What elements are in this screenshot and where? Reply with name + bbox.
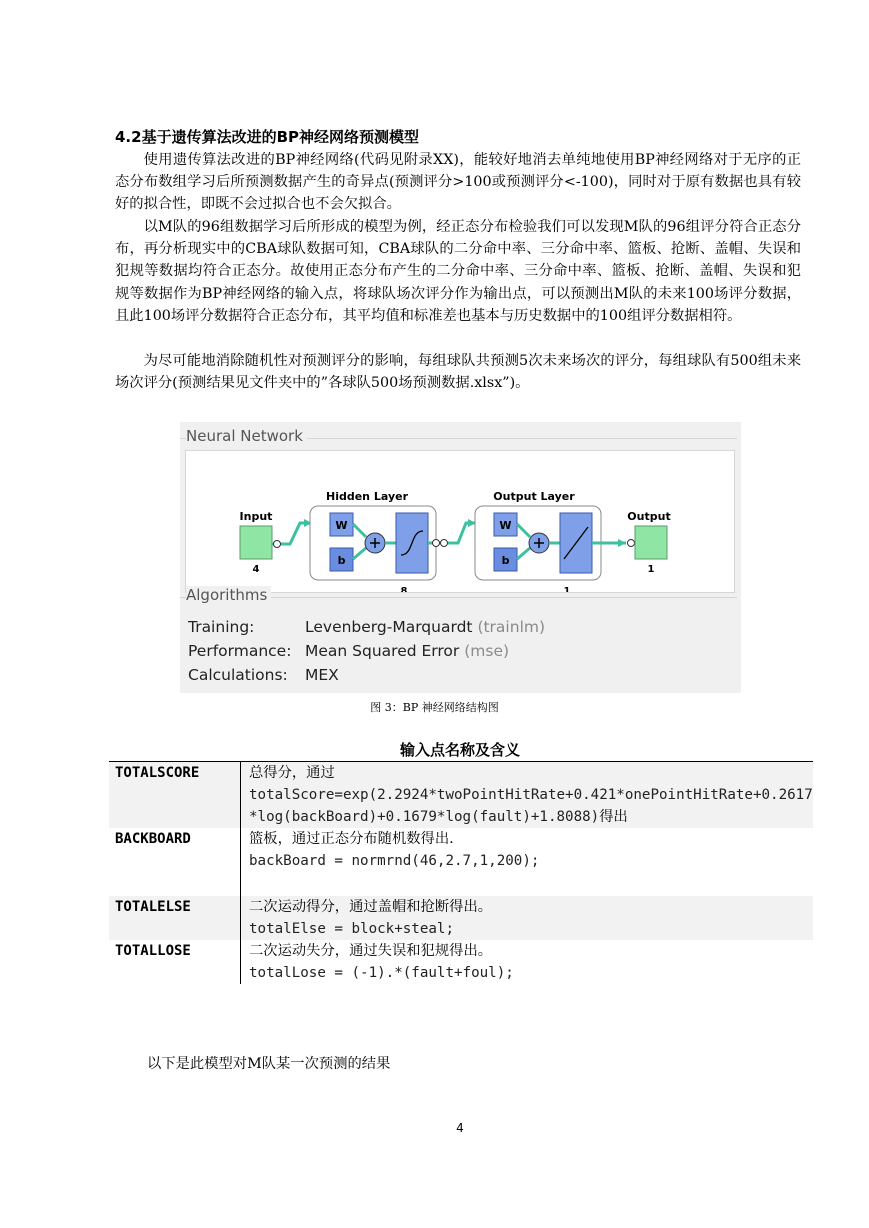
row-desc-text: 篮板，通过正态分布随机数得出.	[249, 831, 454, 847]
row-code: totalLose = (-1).*(fault+foul);	[249, 965, 514, 981]
row-code-wrap	[249, 784, 813, 828]
paragraph-2: 以M队的96组数据学习后所形成的模型为例，经正态分布检验我们可以发现M队的96组评分符合正态分布，再分析现实中的CBA球队数据可知，CBA球队的二分命中率、三分命中率、篮板、抢断、盖帽、失误和犯规等数据均符合正态分。故使用正态分布产生的二分命中率、三分命中率、篮板、抢断、盖帽、失误和犯规等数据作为BP神经网络的输入点，将球队场次评分作为输出点，可以预测出M队的未来100场评分数据，且此100场评分数据符合正态分布，其平均值和标准差也基本与历史数据中的100组评分数据相符。	[115, 219, 801, 324]
row-code: totalScore=exp(2.2924*twoPointHitRate+0.421*onePointHitRate+0.2617*log(backBoard)+0.1679*log(fault)+1.8088)	[249, 787, 813, 825]
paragraph-3: 为尽可能地消除随机性对预测评分的影响，每组球队共预测5次未来场次的评分，每组球队有500组未来场次评分(预测结果见文件夹中的”各球队500场预测数据.xlsx”)。	[115, 353, 801, 392]
hidden-connector	[448, 523, 476, 543]
hidden-size: 8	[400, 586, 408, 592]
nn-figure	[180, 422, 741, 693]
row-name: BACKBOARD	[109, 828, 241, 896]
algo-key: Training:	[188, 618, 255, 636]
algo-value: Mean Squared Error	[305, 642, 460, 660]
section-title: 4.2基于遗传算法改进的BP神经网络预测模型	[115, 128, 420, 146]
figure-caption: 图 3：BP 神经网络结构图	[370, 701, 499, 714]
output-size: 1	[647, 564, 655, 575]
nn-diagram	[186, 451, 734, 592]
output-layer-size: 1	[563, 586, 571, 592]
output-node	[628, 540, 635, 547]
output-b-label: b	[501, 554, 510, 567]
algo-row-calculations	[188, 666, 339, 684]
output-label: Output	[627, 510, 671, 523]
row-desc-text: 总得分，通过	[249, 765, 335, 781]
output-arrow	[618, 539, 626, 547]
nn-group-title: Neural Network	[186, 427, 307, 445]
row-name: TOTALLOSE	[109, 940, 241, 984]
row-name: TOTALELSE	[109, 896, 241, 940]
algo-paren: (trainlm)	[477, 618, 546, 636]
hidden-w-label: W	[335, 519, 348, 532]
row-desc	[241, 762, 814, 829]
algo-row-training	[188, 618, 545, 636]
algo-row-performance	[188, 642, 509, 660]
algo-key: Performance:	[188, 642, 292, 660]
input-table	[109, 761, 813, 984]
row-desc	[241, 828, 814, 896]
row-code-tail: 得出	[599, 809, 628, 825]
input-node	[274, 541, 281, 548]
page-number: 4	[456, 1121, 464, 1135]
nn-diagram-panel	[185, 450, 735, 593]
table-row	[109, 896, 813, 940]
algo-value: MEX	[305, 666, 339, 684]
algo-value: Levenberg-Marquardt	[305, 618, 473, 636]
table-row	[109, 762, 813, 829]
row-desc	[241, 896, 814, 940]
input-size: 4	[252, 564, 260, 575]
row-desc	[241, 940, 814, 984]
algo-paren: (mse)	[464, 642, 510, 660]
table-title: 输入点名称及含义	[399, 741, 520, 759]
output-w-label: W	[499, 519, 512, 532]
input-label: Input	[239, 510, 273, 523]
table-row	[109, 828, 813, 896]
algo-group-title: Algorithms	[186, 586, 271, 604]
row-desc-text: 二次运动得分，通过盖帽和抢断得出。	[249, 899, 493, 915]
hidden-layer-label: Hidden Layer	[326, 490, 408, 503]
table-row	[109, 940, 813, 984]
hidden-b-label: b	[337, 554, 346, 567]
paragraph-1: 使用遗传算法改进的BP神经网络(代码见附录XX)，能较好地消去单纯地使用BP神经网络对于无序的正态分布数组学习后所预测数据产生的奇异点(预测评分>100或预测评分<-100)，同时对于原有数据也具有较好的拟合性，即既不会过拟合也不会欠拟合。	[115, 152, 801, 213]
hidden-out-node-2	[441, 540, 448, 547]
output-layer-label: Output Layer	[493, 490, 575, 503]
output-box	[635, 526, 667, 559]
algo-key: Calculations:	[188, 666, 288, 684]
bottom-paragraph: 以下是此模型对M队某一次预测的结果	[147, 1056, 391, 1072]
row-code: backBoard = normrnd(46,2.7,1,200);	[249, 853, 540, 869]
input-box	[240, 526, 272, 559]
row-desc-text: 二次运动失分，通过失误和犯规得出。	[249, 943, 493, 959]
hidden-out-node	[433, 540, 440, 547]
row-code: totalElse = block+steal;	[249, 921, 454, 937]
row-name: TOTALSCORE	[109, 762, 241, 829]
